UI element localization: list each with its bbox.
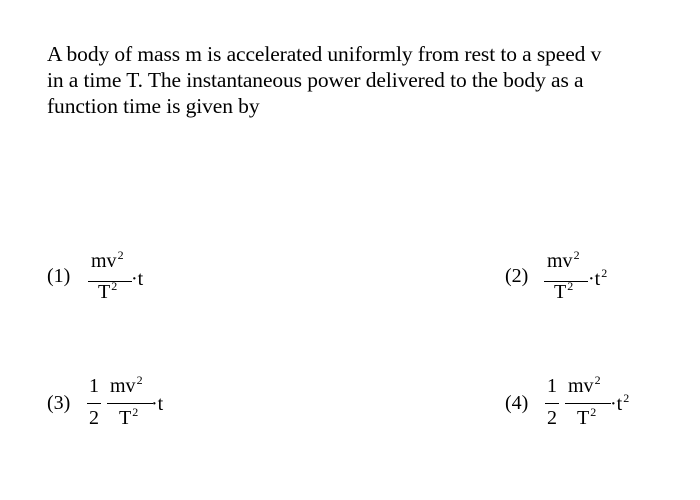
option-1-denominator: $T^2$ [98,279,118,303]
option-3-coef-numerator: 1 [89,375,99,397]
option-2-label: (2) [505,265,529,287]
question-text [47,41,647,119]
option-3-coef-denominator: 2 [89,407,99,429]
option-1-numerator: $mv^2$ [91,248,124,272]
option-2-tail: $\cdot t^2$ [588,266,608,290]
option-4-label: (4) [505,392,529,414]
option-4-coef-numerator: 1 [547,375,557,397]
option-4[interactable] [505,375,655,435]
option-4-tail: $\cdot t^2$ [610,391,630,415]
option-3-tail: ·t [151,393,164,415]
option-2-denominator: $T^2$ [554,279,574,303]
option-3-label: (3) [47,392,71,414]
question-line-3: function time is given by [47,94,260,118]
option-2[interactable] [505,250,645,310]
option-4-fraction-bar [565,403,611,404]
option-4-coef-denominator: 2 [547,407,557,429]
option-3-numerator: $mv^2$ [110,373,143,397]
option-1[interactable] [47,250,177,310]
option-4-numerator: $mv^2$ [568,373,601,397]
option-4-coef-bar [545,403,559,404]
option-3-fraction-bar [107,403,153,404]
option-1-label: (1) [47,265,71,287]
option-2-numerator: $mv^2$ [547,248,580,272]
question-line-1: A body of mass m is accelerated uniformly from rest to a speed v [47,42,602,66]
option-3-coef-bar [87,403,101,404]
option-1-tail: ·t [131,268,144,290]
option-4-denominator: $T^2$ [577,405,597,429]
option-3[interactable] [47,375,197,435]
question-line-2: in a time T. The instantaneous power delivered to the body as a [47,68,584,92]
option-3-denominator: $T^2$ [119,405,139,429]
